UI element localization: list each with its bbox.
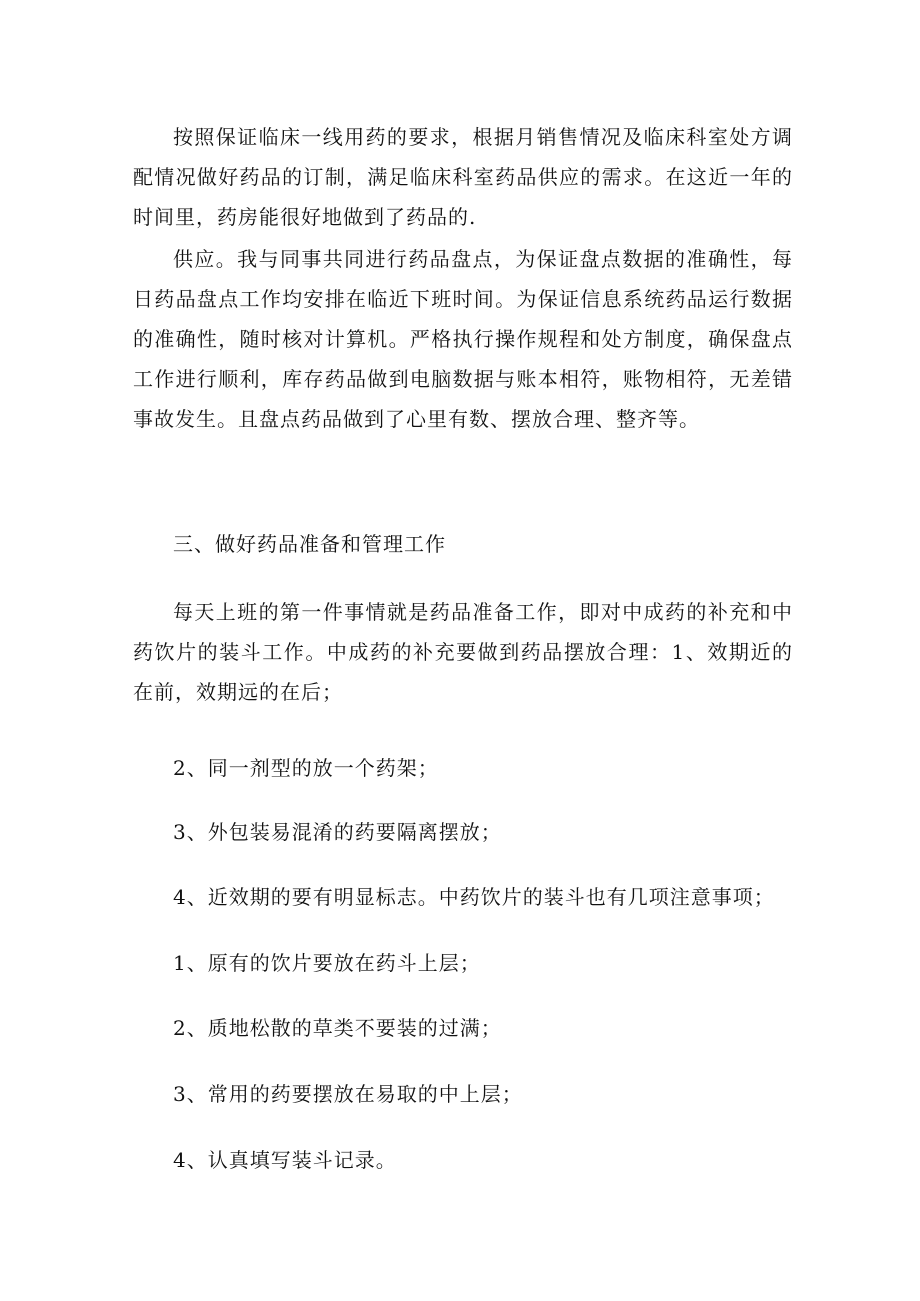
list-item-same-dosage-form: 2、同一剂型的放一个药架； — [173, 756, 439, 780]
paragraph-inventory-check: 供应。我与同事共同进行药品盘点，为保证盘点数据的准确性，每日药品盘点工作均安排在临近下班时间。为保证信息系统药品运行数据的准确性，随时核对计算机。严格执行操作规程和处方制度，确保盘点工作进行顺利，库存药品做到电脑数据与账本相符，账物相符，无差错事故发生。且盘点药品做到了心里有数、摆放合理、整齐等。 — [133, 247, 793, 431]
list-item-loose-herbs-not-full: 2、质地松散的草类不要装的过满； — [173, 1016, 502, 1040]
list-item-separate-confusing-packaging: 3、外包装易混淆的药要隔离摆放； — [173, 820, 502, 844]
section-heading-drug-preparation: 三、做好药品准备和管理工作 — [173, 532, 446, 556]
paragraph-daily-preparation: 每天上班的第一件事情就是药品准备工作，即对中成药的补充和中药饮片的装斗工作。中成药的补充要做到药品摆放合理：1、效期近的在前，效期远的在后； — [133, 600, 793, 704]
list-item-fill-records: 4、认真填写装斗记录。 — [173, 1148, 397, 1172]
list-item-existing-pieces-top: 1、原有的饮片要放在药斗上层； — [173, 951, 481, 975]
list-item-common-drugs-accessible: 3、常用的药要摆放在易取的中上层； — [173, 1082, 523, 1106]
list-item-near-expiry-mark: 4、近效期的要有明显标志。中药饮片的装斗也有几项注意事项； — [173, 885, 775, 909]
paragraph-ordering-requirements: 按照保证临床一线用药的要求，根据月销售情况及临床科室处方调配情况做好药品的订制，满足临床科室药品供应的需求。在这近一年的时间里，药房能很好地做到了药品的. — [133, 125, 793, 229]
